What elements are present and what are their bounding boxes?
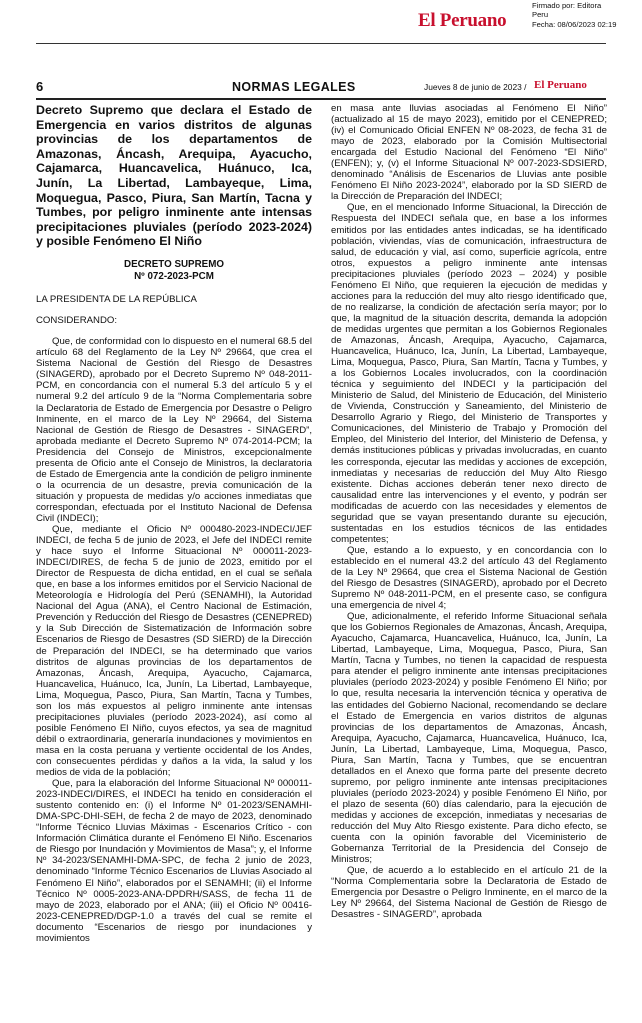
paragraph: Que, mediante el Oficio Nº 000480-2023-INDECI/JEF INDECI, de fecha 5 de junio de 2023, el Jefe del INDECI remite y hace suyo el Informe Situacional Nº 000011-2023-INDECI/DIRES, de fecha 5 de junio de 2023, emitido por el Director de Respuesta de dicha entidad, en el cual se señala que, en base a los informes emitidos por el Servicio Nacional de Meteorología e Hidrología del Perú (SENAMHI), la Autoridad Nacional del Agua (ANA), el Centro Nacional de Estimación, Prevención y Reducción del Riesgo de Desastres (CENEPRED) y la Sub Dirección de Sistematización de Información sobre Escenarios de Riesgo de Desastres (SD SIERD) de la Dirección de Preparación del INDECI, se ha determinado que varios distritos de algunas provincias de los departamentos de Amazonas, Áncash, Arequipa, Ayacucho, Cajamarca, Huancavelica, Huánuco, Ica, Junín, La Libertad, Lambayeque, Lima, Moquegua, Pasco, Piura, San Martín, Tacna y Tumbes, son los más expuestos al peligro inminente ante intensas precipitaciones pluviales (período 2023-2024), así como al posible Fenómeno El Niño, cuyos efectos, ya sea de magnitud débil o extraordinaria, generaría inundaciones y movimientos en masa en la costa peruana y vertiente occidental de los Andes, con consecuentes pérdidas y daños a la vida, la salud y los medios de vida de la población;: [36, 524, 312, 779]
digital-signature-stamp: [532, 1, 642, 29]
signature-line: Fecha: 08/06/2023 02:19: [532, 19, 617, 29]
paragraph: Que, de acuerdo a lo establecido en el artículo 21 de la “Norma Complementaria sobre la Declaratoria de Estado de Emergencia por Desastre o Peligro Inminente, en el marco de la Ley Nº 29664, del Sistema Nacional de Gestión de Riesgo de Desastres - SINAGERD”, aprobada: [331, 865, 607, 921]
page-number: 6: [36, 79, 44, 94]
signature-line: Firmado por: Editora: [532, 1, 602, 10]
page-header: [36, 79, 606, 97]
decree-label: DECRETO SUPREMO: [124, 258, 224, 270]
decree-number: Nº 072-2023-PCM: [134, 270, 214, 282]
issue-date: Jueves 8 de junio de 2023 /: [424, 82, 527, 92]
header-logo: El Peruano: [534, 79, 587, 91]
paragraph: Que, de conformidad con lo dispuesto en el numeral 68.5 del artículo 68 del Reglamento de la Ley Nº 29664, que crea el Sistema Nacional de Gestión del Riesgo de Desastres (SINAGERD), aprobado por el Decreto Supremo Nº 048-2011-PCM, en concordancia con el numeral 5.3 del artículo 5 y el numeral 9.2 del artículo 9 de la “Norma Complementaria sobre la Declaratoria de Estado de Emergencia por Desastre o Peligro Inminente, en el marco de la Ley Nº 29664, del Sistema Nacional de Gestión de Riesgo de Desastres - SINAGERD”, aprobada mediante el Decreto Supremo Nº 074-2014-PCM; la Presidencia del Consejo de Ministros, excepcionalmente presenta de Oficio ante el Consejo de Ministros, la declaratoria de Estado de Emergencia ante la condición de peligro inminente o la ocurrencia de un desastre, previa comunicación de la situación y propuesta de medidas y/o acciones inmediatas que correspondan, efectuada por el Instituto Nacional de Defensa Civil (INDECI);: [36, 336, 312, 524]
paragraph: Que, estando a lo expuesto, y en concordancia con lo establecido en el numeral 43.2 del artículo 43 del Reglamento de la Ley Nº 29664, que crea el Sistema Nacional de Gestión del Riesgo de Desastres (SINAGERD), aprobado por el Decreto Supremo Nº 048-2011-PCM, en el presente caso, se configura una emergencia de nivel 4;: [331, 544, 607, 612]
signature-line: Peru: [532, 10, 549, 20]
decree-heading: [36, 259, 312, 282]
paragraph: Que, para la elaboración del Informe Situacional Nº 000011-2023-INDECI/DIRES, el INDECI ha tenido en consideración el sustento contenido en: (i) el Informe Nº 01-2023/SENAMHI-DMA-SPC-DHI-SEH, de fecha 2 de mayo de 2023, denominado “Informe Técnico Lluvias Máximas - Escenarios Crítico - con Información Climática durante el Fenómeno El Niño. Escenarios de Riesgo por Inundación y Movimientos de Masa”; y, el Informe Nº 34-2023/SENAMHI-DMA-SPC, de fecha 2 junio de 2023, denominado “Informe Técnico Escenarios de Lluvias Asociado al Fenómeno El Niño”, elaborados por el SENAMHI; (ii) el Informe Técnico Nº 0005-2023-ANA-DPDRH/SASS, de fecha 11 de mayo de 2023, elaborado por el ANA; (iii) el Oficio Nº 00416-2023-CENEPRED/DGP-1.0 a través del cual se remite el documento “Escenarios de riesgo por inundaciones y movimientos: [36, 778, 312, 944]
considering-heading: CONSIDERANDO:: [36, 315, 118, 327]
el-peruano-logo: El Peruano: [418, 10, 507, 31]
paragraph: Que, adicionalmente, el referido Informe Situacional señala que los Gobiernos Regionales de Amazonas, Áncash, Arequipa, Ayacucho, Cajamarca, Huancavelica, Huánuco, Ica, Junín, La Libertad, Lambayeque, Lima, Moquegua, Pasco, Piura, San Martín, Tacna y Tumbes, no tienen la capacidad de respuesta para atender el peligro inminente ante intensas precipitaciones pluviales (período 2023-2024) y posible Fenómeno El Niño; por lo que, resulta necesaria la intervención técnica y operativa de las entidades del Gobierno Nacional, recomendando se declare el Estado de Emergencia en varios distritos de algunas provincias de los departamentos de Amazonas, Áncash, Arequipa, Ayacucho, Cajamarca, Huancavelica, Huánuco, Ica, Junín, La Libertad, Lambayeque, Lima, Moquegua, Pasco, Piura, San Martín, Tacna y Tumbes, que se encuentran detallados en el Anexo que forma parte del presente decreto supremo, por peligro inminente ante intensas precipitaciones pluviales (período 2023-2024) y posible Fenómeno El Niño, por el plazo de sesenta (60) días calendario, para la ejecución de medidas y acciones de excepción, inmediatas y necesarias de reducción del Muy Alto Riesgo existente. Para dicho efecto, se cuenta con la opinión favorable del Viceministerio de Gobernanza Territorial de la Presidencia del Consejo de Ministros;: [331, 611, 607, 866]
masthead: [0, 0, 642, 38]
section-title: NORMAS LEGALES: [232, 80, 356, 94]
paragraph: Que, en el mencionado Informe Situacional, la Dirección de Respuesta del INDECI señala que, en base a los informes emitidos por las entidades antes indicadas, se ha identificado población, viviendas, vías de comunicación, infraestructura de salud, de educación y vial, así como, superficie agrícola, entre otros, expuestos a peligro inminente ante intensas precipitaciones pluviales (período 2023 – 2024) y posible Fenómeno El Niño, que requieren la ejecución de medidas y acciones para la reducción del muy alto riesgo identificado que, de no realizarse, la condición de afectación sería mayor; por lo que, la magnitud de la situación descrita, demanda la adopción de medidas urgentes que permitan a los Gobiernos Regionales de Amazonas, Áncash, Arequipa, Ayacucho, Cajamarca, Huancavelica, Huánuco, Ica, Junín, La Libertad, Lambayeque, Lima, Moquegua, Pasco, Piura, San Martín, Tacna y Tumbes, y a los Gobiernos Locales involucrados, con la coordinación técnica y seguimiento del INDECI y la participación del Ministerio de Salud, del Ministerio de Educación, del Ministerio de Vivienda, Construcción y Saneamiento, del Ministerio de Desarrollo Agrario y Riego, del Ministerio de Transportes y Comunicaciones, del Ministerio de Trabajo y Promoción del Empleo, del Ministerio del Interior, del Ministerio de Defensa, y demás instituciones públicas y privadas involucradas, en cuanto les corresponda, ejecutar las medidas y acciones de excepción, inmediatas y necesarias de reducción del Muy Alto Riesgo existente. Dichas acciones deberán tener nexo directo de causalidad entre las intervenciones y el evento, y podrán ser modificadas de acuerdo con las necesidades y elementos de seguridad que se vayan presentando durante su ejecución, sustentadas en los estudios técnicos de las entidades competentes;: [331, 202, 607, 545]
paragraph: en masa ante lluvias asociadas al Fenómeno El Niño” (actualizado al 15 de mayo 2023), emitido por el CENEPRED; (iv) el Comunicado Oficial ENFEN Nº 08-2023, de fecha 31 de mayo de 2023, elaborado por la Comisión Multisectorial encargada del Estudio Nacional del Fenómeno “El Niño” (ENFEN); y, (v) el Informe Situacional Nº 007-2023-SDSIERD, denominado “Análisis de Escenarios de Lluvias ante posible Fenómeno El Niño 2023-2024”, elaborado por la SD SIERD de la Dirección de Preparación del INDECI;: [331, 103, 607, 203]
right-column: [331, 103, 607, 920]
header-divider: [36, 98, 606, 100]
left-column: [36, 103, 312, 944]
authority: LA PRESIDENTA DE LA REPÚBLICA: [36, 294, 197, 306]
decree-title: Decreto Supremo que declara el Estado de Emergencia en varios distritos de algunas provincias de los departamentos de Amazonas, Áncash, Arequipa, Ayacucho, Cajamarca, Huancavelica, Huánuco, Ica, Junín, La Libertad, Lambayeque, Lima, Moquegua, Pasco, Piura, San Martín, Tacna y Tumbes, por peligro inminente ante intensas precipitaciones pluviales (período 2023-2024) y posible Fenómeno El Niño: [36, 103, 312, 249]
top-divider: [36, 43, 606, 44]
